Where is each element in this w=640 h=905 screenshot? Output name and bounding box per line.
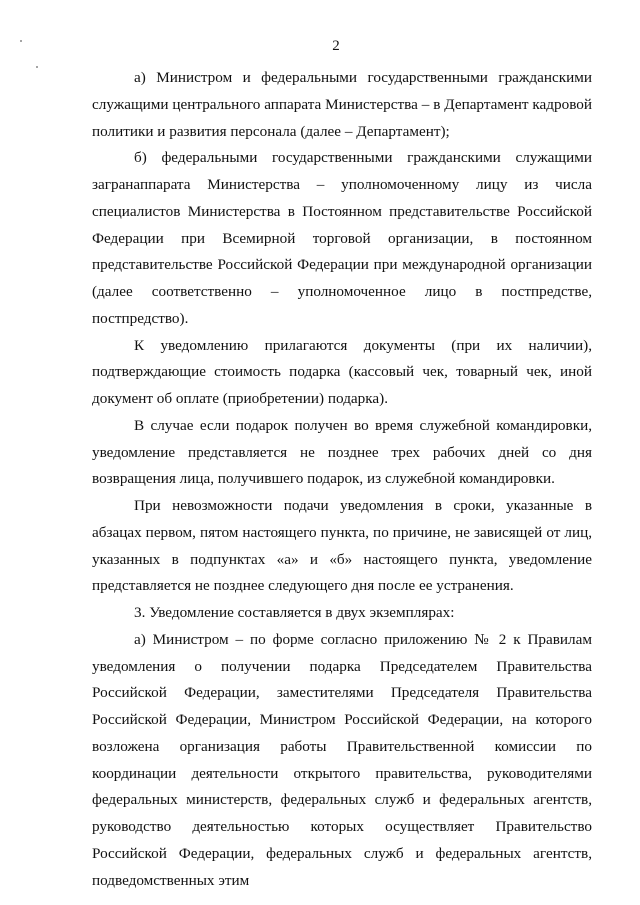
paragraph-section-3-heading: 3. Уведомление составляется в двух экземплярах: [134,604,455,621]
page-number: 2 [332,38,340,54]
paragraph-item-a-minister-form: а) Министром – по форме согласно приложению № 2 к Правилам уведомления о получении подарка Председателем Правительства Российской Федерации, заместителями Председателя Правительства Российской Федерации, Министром Российской Федерации, на которого возложена организация работы Правительственной комиссии по координации деятельности открытого правительства, руководителями федеральных министерств, федеральных служб и федеральных агентств, руководство деятельностью которых осуществляет Правительство Российской Федерации, федеральных служб и федеральных агентств, подведомственных этим [92,630,592,889]
paragraph-business-trip: В случае если подарок получен во время служебной командировки, уведомление представляется не позднее трех рабочих дней со дня возвращения лица, получившего подарок, из служебной командировки. [92,416,592,488]
paragraph-item-a-ministry-staff: а) Министром и федеральными государственными гражданскими служащими центрального аппарата Министерства – в Департамент кадровой политики и развития персонала (далее – Департамент); [92,69,592,140]
paragraph-attached-documents: К уведомлению прилагаются документы (при их наличии), подтверждающие стоимость подарка (кассовый чек, товарный чек, иной документ об оплате (приобретении) подарка). [92,336,592,407]
paragraph-impossibility: При невозможности подачи уведомления в сроки, указанные в абзацах первом, пятом настоящего пункта, по причине, не зависящей от лиц, указанных в подпунктах «а» и «б» настоящего пункта, уведомление представляется не позднее следующего дня после ее устранения. [92,497,592,595]
scan-speck [36,66,38,68]
document-body [92,65,592,894]
paragraph-item-b-foreign-staff: б) федеральными государственными гражданскими служащими загранаппарата Министерства – уполномоченному лицу из числа специалистов Министерства в Постоянном представительстве Российской Федерации при Всемирной торговой организации, в постоянном представительстве Российской Федерации при международной организации (далее соответственно – уполномоченное лицо в постпредстве, постпредство). [92,149,592,327]
